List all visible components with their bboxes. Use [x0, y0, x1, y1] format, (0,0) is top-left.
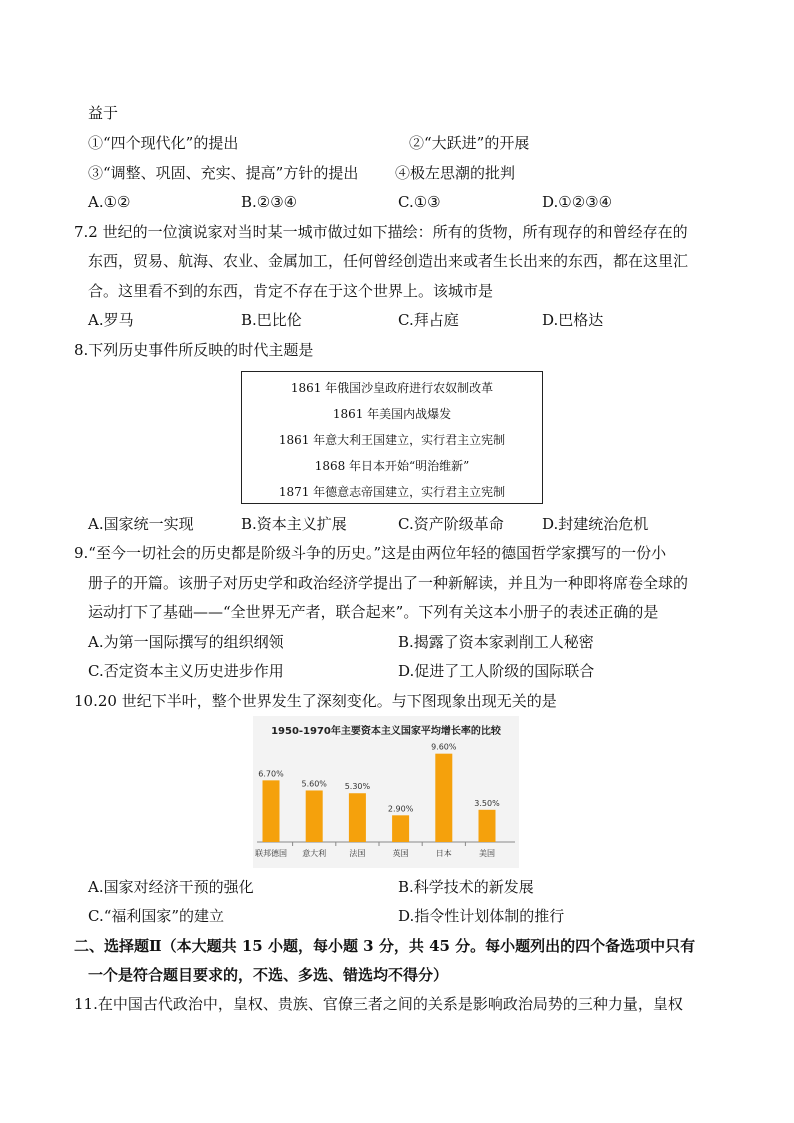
growth-rate-chart — [253, 716, 519, 868]
chart-bar-0 — [263, 780, 280, 842]
section-2-heading-line-1: 二、选择题Ⅱ（本大题共 15 小题，每小题 3 分，共 45 分。每小题列出的四个备选项中只有 — [74, 937, 696, 955]
q7-stem-line-3: 合。这里看不到的东西，肯定不存在于这个世界上。该城市是 — [88, 282, 494, 300]
chart-category-label-5: 美国 — [479, 849, 495, 858]
q10-option-b: B.科学技术的新发展 — [398, 878, 534, 896]
chart-category-label-2: 法国 — [349, 849, 366, 858]
q6-option-d: D.①②③④ — [542, 193, 613, 211]
chart-value-label-3: 2.90% — [387, 804, 414, 814]
section-2-heading-line-2: 一个是符合题目要求的，不选、多选、错选均不得分） — [88, 966, 449, 984]
chart-value-label-1: 5.60% — [301, 779, 327, 789]
q8-events-box — [241, 371, 543, 504]
q7-option-b: B.巴比伦 — [241, 311, 302, 329]
q10-option-c: C.“福利国家”的建立 — [88, 907, 225, 925]
chart-value-label-0: 6.70% — [258, 769, 284, 779]
q8-option-c: C.资产阶级革命 — [398, 515, 504, 533]
q6-item-4: ④极左思潮的批判 — [395, 164, 516, 182]
q6-item-2: ②“大跃进”的开展 — [409, 134, 530, 152]
chart-category-label-4: 日本 — [435, 849, 452, 858]
q8-event-1: 1861 年俄国沙皇政府进行农奴制改革 — [290, 381, 494, 395]
chart-value-label-5: 3.50% — [474, 798, 500, 808]
q6-item-3: ③“调整、巩固、充实、提高”方针的提出 — [88, 164, 359, 182]
q7-option-c: C.拜占庭 — [398, 311, 459, 329]
growth-rate-chart-svg — [253, 716, 519, 868]
q8-event-3: 1861 年意大利王国建立，实行君主立宪制 — [278, 433, 506, 447]
chart-category-label-0: 联邦德国 — [255, 849, 287, 858]
chart-marks — [255, 743, 500, 858]
q8-option-d: D.封建统治危机 — [542, 515, 649, 533]
chart-value-label-4: 9.60% — [431, 742, 457, 752]
chart-bar-2 — [349, 793, 366, 842]
q6-option-a: A.①② — [88, 193, 131, 211]
chart-category-label-1: 意大利 — [302, 849, 327, 858]
q9-stem-line-1: 9.“至今一切社会的历史都是阶级斗争的历史。”这是由两位年轻的德国哲学家撰写的一份小 — [74, 544, 667, 562]
q9-option-b: B.揭露了资本家剥削工人秘密 — [398, 633, 594, 651]
q8-event-4: 1868 年日本开始“明治维新” — [314, 459, 470, 473]
q10-option-d: D.指令性计划体制的推行 — [398, 907, 565, 925]
q8-event-2: 1861 年美国内战爆发 — [332, 407, 452, 421]
q9-stem-line-2: 册子的开篇。该册子对历史学和政治经济学提出了一种新解读，并且为一种即将席卷全球的 — [88, 574, 689, 592]
q8-stem: 8.下列历史事件所反映的时代主题是 — [74, 341, 314, 359]
q6-option-b: B.②③④ — [241, 193, 298, 211]
q7-stem-line-1: 7.2 世纪的一位演说家对当时某一城市做过如下描绘：所有的货物，所有现存的和曾经存在的 — [74, 223, 688, 241]
q7-option-a: A.罗马 — [88, 311, 134, 329]
q10-option-a: A.国家对经济干预的强化 — [88, 878, 254, 896]
q11-stem-line-1: 11.在中国古代政治中，皇权、贵族、官僚三者之间的关系是影响政治局势的三种力量，皇权 — [74, 995, 683, 1013]
q8-option-a: A.国家统一实现 — [88, 515, 194, 533]
chart-bar-5 — [479, 810, 496, 842]
q10-stem: 10.20 世纪下半叶，整个世界发生了深刻变化。与下图现象出现无关的是 — [74, 692, 557, 710]
q8-option-b: B.资本主义扩展 — [241, 515, 347, 533]
chart-bar-3 — [392, 815, 409, 842]
chart-bar-4 — [435, 754, 452, 842]
q9-option-a: A.为第一国际撰写的组织纲领 — [88, 633, 284, 651]
chart-value-label-2: 5.30% — [344, 782, 371, 792]
q6-option-c: C.①③ — [398, 193, 441, 211]
chart-title: 1950-1970年主要资本主义国家平均增长率的比较 — [271, 726, 501, 737]
q7-stem-line-2: 东西，贸易、航海、农业、金属加工，任何曾经创造出来或者生长出来的东西，都在这里汇 — [88, 252, 689, 270]
q8-event-5: 1871 年德意志帝国建立，实行君主立宪制 — [278, 485, 506, 499]
chart-bar-1 — [306, 790, 323, 842]
q7-option-d: D.巴格达 — [542, 311, 604, 329]
q6-stem-tail: 益于 — [88, 104, 119, 122]
q9-stem-line-3: 运动打下了基础——“全世界无产者，联合起来”。下列有关这本小册子的表述正确的是 — [88, 603, 659, 621]
q6-item-1: ①“四个现代化”的提出 — [88, 134, 239, 152]
q9-option-c: C.否定资本主义历史进步作用 — [88, 662, 284, 680]
q9-option-d: D.促进了工人阶级的国际联合 — [398, 662, 595, 680]
chart-category-label-3: 英国 — [392, 849, 409, 858]
